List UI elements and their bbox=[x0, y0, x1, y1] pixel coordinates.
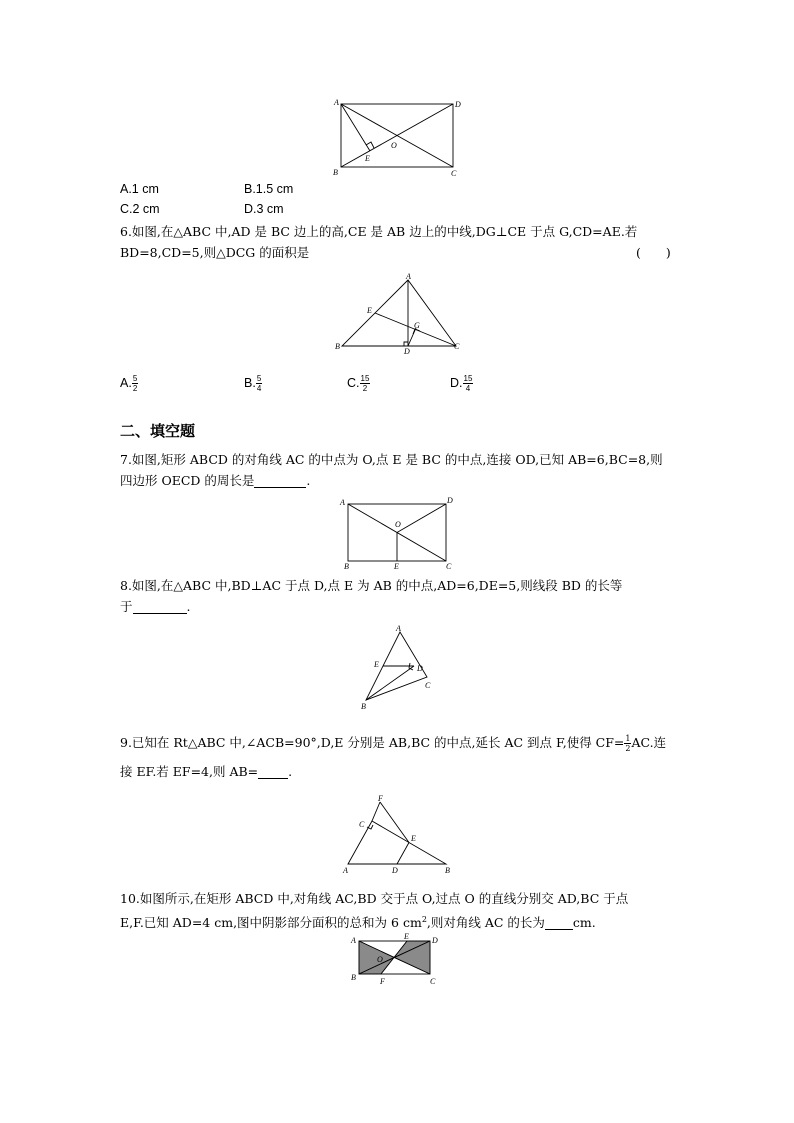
q8-figure bbox=[355, 622, 440, 714]
q10-answer-blank[interactable] bbox=[545, 915, 573, 930]
q9-label-D: D bbox=[392, 866, 398, 875]
q10-sup: 2 bbox=[421, 915, 427, 924]
q8-label-C: C bbox=[425, 681, 431, 690]
q6-label-D: D bbox=[404, 347, 410, 356]
q8-label-A: A bbox=[396, 624, 401, 633]
q10-label-C: C bbox=[430, 977, 436, 986]
q6-label-G: G bbox=[414, 321, 420, 330]
q5-label-B: B bbox=[333, 168, 338, 177]
q6-option-c-num: 15 bbox=[360, 374, 370, 383]
q6-option-a-den: 2 bbox=[132, 384, 138, 393]
q6-option-c-den: 2 bbox=[362, 384, 368, 393]
q9-label-E: E bbox=[411, 834, 416, 843]
q5-label-D: D bbox=[455, 100, 461, 109]
q5-option-c: C.2 cm bbox=[120, 202, 160, 216]
q9-label-C: C bbox=[359, 820, 365, 829]
q6-label-A: A bbox=[406, 272, 411, 281]
q6-option-b-den: 4 bbox=[256, 384, 262, 393]
q6-option-d-fraction bbox=[463, 374, 474, 393]
q6-label-C: C bbox=[454, 342, 460, 351]
q6-option-a-num: 5 bbox=[132, 374, 138, 383]
q6-option-a-fraction bbox=[132, 374, 138, 393]
q5-label-C: C bbox=[451, 169, 457, 178]
q6-option-d-num: 15 bbox=[463, 374, 473, 383]
q9-frac-den: 2 bbox=[625, 744, 631, 753]
q6-option-b bbox=[244, 374, 262, 393]
q8-label-E: E bbox=[374, 660, 379, 669]
q7-stem-end: . bbox=[306, 473, 311, 488]
q10-stem-line1: 10.如图所示,在矩形 ABCD 中,对角线 AC,BD 交于点 O,过点 O 的直线分别交 AD,BC 于点 bbox=[120, 891, 629, 906]
q9-stem-line1-pre: 9.已知在 Rt△ABC 中,∠ACB=90°,D,E 分别是 AB,BC 的中点,延长 AC 到点 F,使得 CF= bbox=[120, 735, 625, 750]
q6-option-b-prefix: B. bbox=[244, 375, 256, 390]
q6-option-c-fraction bbox=[360, 374, 371, 393]
q5-label-E: E bbox=[365, 154, 370, 163]
q9-label-F: F bbox=[378, 794, 383, 803]
q8-label-D: D bbox=[417, 664, 423, 673]
q7-stem-line2 bbox=[120, 471, 310, 491]
section-title: 二、填空题 bbox=[120, 422, 196, 440]
q9-answer-blank[interactable] bbox=[258, 764, 288, 779]
q5-option-a: A.1 cm bbox=[120, 182, 159, 196]
q7-answer-blank[interactable] bbox=[254, 473, 306, 488]
q7-label-E: E bbox=[394, 562, 399, 571]
q7-label-B: B bbox=[344, 562, 349, 571]
q6-option-d-prefix: D. bbox=[450, 375, 463, 390]
q6-option-a bbox=[120, 374, 138, 393]
q5-label-O: O bbox=[391, 141, 397, 150]
q9-figure bbox=[336, 790, 461, 880]
q10-label-D: D bbox=[432, 936, 438, 945]
q6-answer-paren: ( ) bbox=[636, 245, 671, 260]
q10-label-B: B bbox=[351, 973, 356, 982]
q9-frac-num: 1 bbox=[625, 734, 631, 743]
q7-stem-line2-text: 四边形 OECD 的周长是 bbox=[120, 473, 255, 488]
q6-label-E: E bbox=[367, 306, 372, 315]
q8-label-B: B bbox=[361, 702, 366, 711]
q6-figure bbox=[330, 270, 465, 360]
q9-label-B: B bbox=[445, 866, 450, 875]
q9-stem-line2 bbox=[120, 762, 292, 782]
q6-stem-line1: 6.如图,在△ABC 中,AD 是 BC 边上的高,CE 是 AB 边上的中线,DG⊥CE 于点 G,CD=AE.若 bbox=[120, 224, 638, 239]
q10-label-O: O bbox=[377, 955, 383, 964]
q7-stem-line1: 7.如图,矩形 ABCD 的对角线 AC 的中点为 O,点 E 是 BC 的中点,连接 OD,已知 AB=6,BC=8,则 bbox=[120, 452, 663, 467]
q10-label-F: F bbox=[380, 977, 385, 986]
q9-stem-line2-text: 接 EF.若 EF=4,则 AB= bbox=[120, 764, 259, 779]
q6-option-b-fraction bbox=[256, 374, 262, 393]
q8-stem-line2 bbox=[120, 597, 191, 617]
q8-stem-line1: 8.如图,在△ABC 中,BD⊥AC 于点 D,点 E 为 AB 的中点,AD=6,DE=5,则线段 BD 的长等 bbox=[120, 578, 623, 593]
q8-answer-blank[interactable] bbox=[133, 599, 187, 614]
q6-label-B: B bbox=[335, 342, 340, 351]
q7-label-C: C bbox=[446, 562, 452, 571]
q10-stem-line2-end: cm. bbox=[572, 915, 596, 931]
q7-figure bbox=[336, 494, 461, 574]
q5-option-d: D.3 cm bbox=[244, 202, 284, 216]
q10-stem-line2-mid: ,则对角线 AC 的长为 bbox=[426, 915, 545, 931]
q5-figure bbox=[330, 95, 465, 180]
q9-stem-end: . bbox=[288, 764, 293, 779]
q6-option-d-den: 4 bbox=[465, 384, 471, 393]
q9-stem-line1-post: AC.连 bbox=[631, 735, 667, 750]
q10-stem-line2-pre: E,F.已知 AD=4 cm,图中阴影部分面积的总和为 6 cm bbox=[120, 915, 422, 931]
q6-option-d bbox=[450, 374, 473, 393]
q10-label-E: E bbox=[404, 932, 409, 941]
q7-label-A: A bbox=[340, 498, 345, 507]
q9-label-A: A bbox=[343, 866, 348, 875]
q5-label-A: A bbox=[334, 98, 339, 107]
q6-option-c-prefix: C. bbox=[347, 375, 360, 390]
q7-label-O: O bbox=[395, 520, 401, 529]
q6-option-b-num: 5 bbox=[256, 374, 262, 383]
q5-option-b: B.1.5 cm bbox=[244, 182, 294, 196]
q10-figure bbox=[345, 930, 450, 990]
q10-label-A: A bbox=[351, 936, 356, 945]
q8-stem-line2-text: 于 bbox=[120, 599, 133, 614]
q8-stem-end: . bbox=[186, 599, 191, 614]
q6-option-c bbox=[347, 374, 370, 393]
q9-stem-line1 bbox=[120, 733, 666, 753]
q7-label-D: D bbox=[447, 496, 453, 505]
q6-option-a-prefix: A. bbox=[120, 375, 132, 390]
q6-stem-line2: BD=8,CD=5,则△DCG 的面积是 bbox=[120, 245, 310, 260]
